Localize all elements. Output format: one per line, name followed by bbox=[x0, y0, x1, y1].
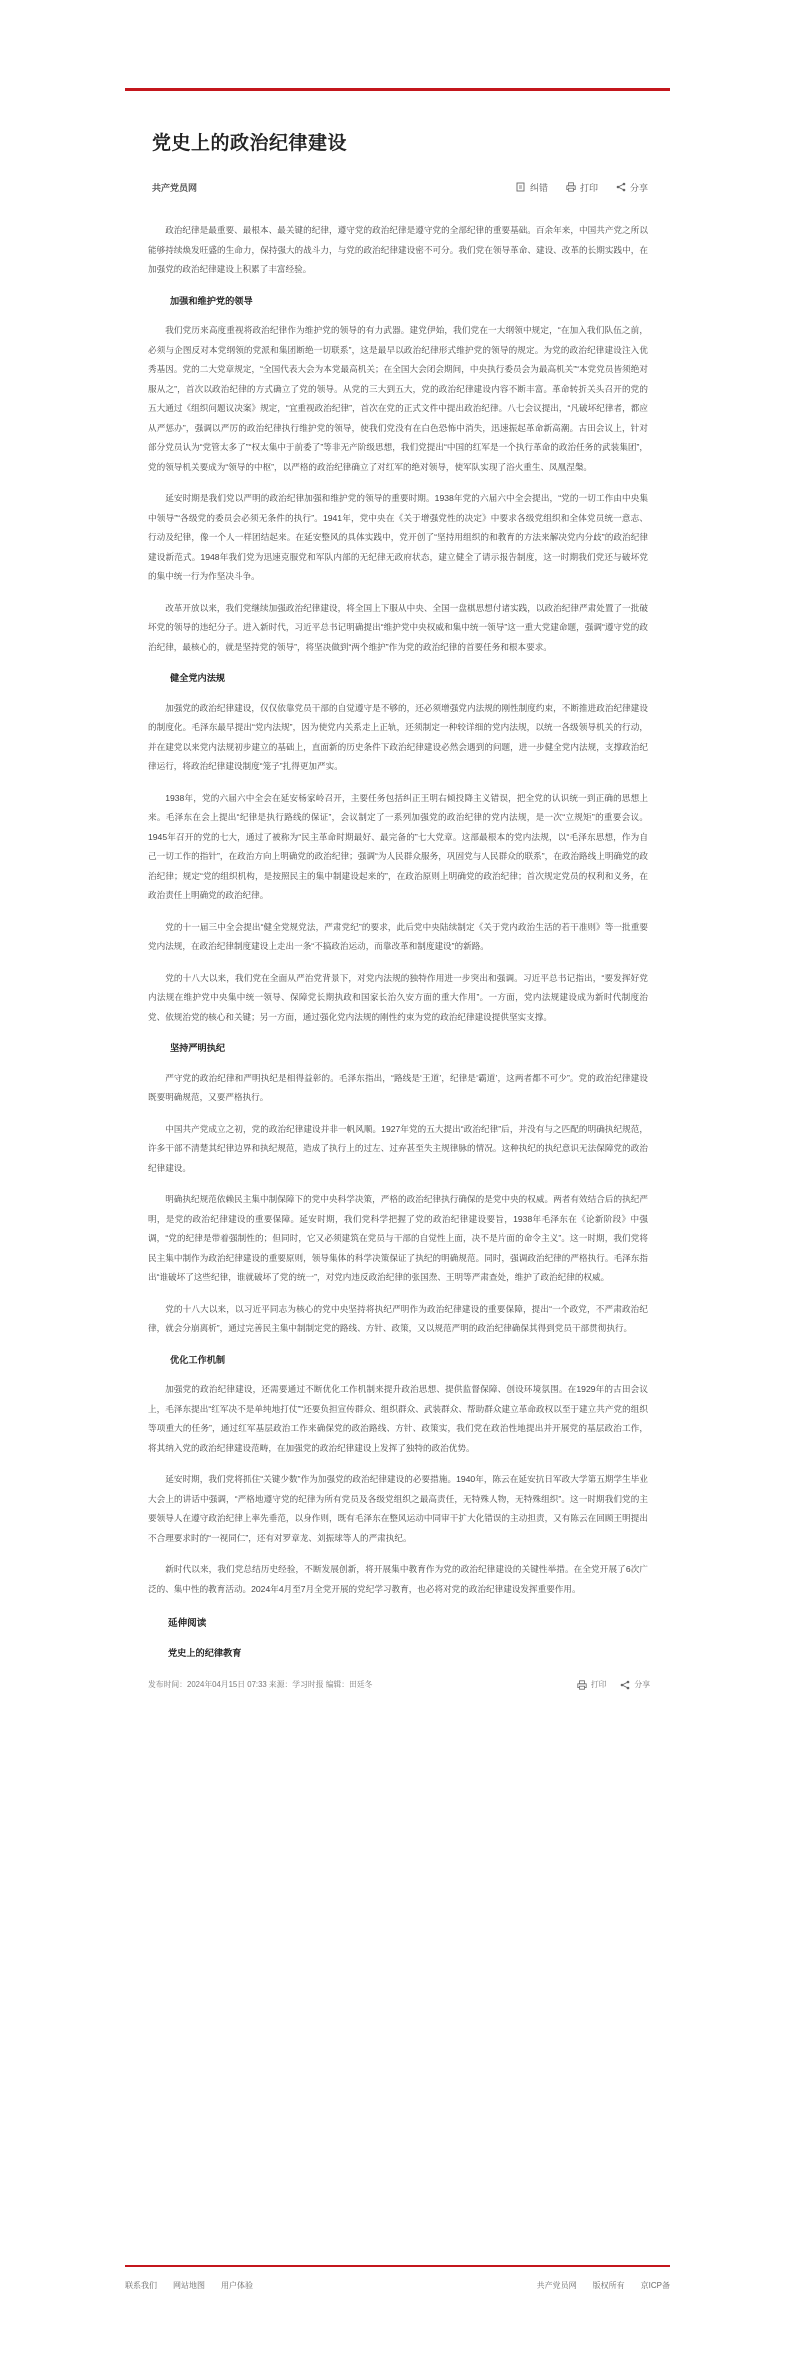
article-container bbox=[148, 96, 648, 1690]
article-paragraph: 我们党历来高度重视将政治纪律作为维护党的领导的有力武器。建党伊始，我们党在一大纲领中规定，“在加入我们队伍之前，必须与企图反对本党纲领的党派和集团断绝一切联系”，这是最早以政治纪律形式维护党的领导的规定。为党的政治纪律建设注入优秀基因。党的二大党章规定，“全国代表大会为本党最高机关；在全国大会闭会期间，中央执行委员会为最高机关”“本党党员皆须绝对服从之”，首次以政治纪律的方式确立了党的领导。从党的三大到五大，党的政治纪律建设内容不断丰富。革命转折关头召开的党的五大通过《组织问题议决案》规定，“宜重视政治纪律”，首次在党的正式文件中提出政治纪律。八七会议提出，“凡破坏纪律者，都应从严惩办”，强调以严厉的政治纪律执行维护党的领导，使我们党没有在白色恐怖中消失，迅速振起革命新高潮。古田会议上，针对部分党员认为“党管太多了”“权太集中于前委了”等非无产阶级思想，我们党提出“中国的红军是一个执行革命的政治任务的武装集团”，党的领导机关要成为“领导的中枢”，以严格的政治纪律确立了对红军的绝对领导，使军队实现了浴火重生、凤凰涅槃。 bbox=[148, 325, 648, 472]
footer-link-site[interactable]: 共产党员网 bbox=[536, 2281, 577, 2290]
footer-red-rule bbox=[125, 2265, 670, 2267]
bottom-share-label: 分享 bbox=[634, 1680, 650, 1689]
article-paragraph: 中国共产党成立之初，党的政治纪律建设并非一帆风顺。1927年党的五大提出“政治纪律”后，并没有与之匹配的明确执纪规范，许多干部不清楚其纪律边界和执纪规范，造成了执行上的过左、过弃甚至失主规律脉的情况。这种执纪的执纪意识无法保障党的政治纪律建设。 bbox=[148, 1123, 648, 1173]
footer-right-links bbox=[537, 2280, 670, 2291]
print-button[interactable] bbox=[566, 181, 598, 194]
article-paragraph: 加强党的政治纪律建设，还需要通过不断优化工作机制来提升政治思想、提供监督保障、创设环境氛围。在1929年的古田会议上，毛泽东提出“红军决不是单纯地打仗”“还要负担宣传群众、组织群众、武装群众、帮助群众建立革命政权以至于建立共产党的组织等项重大的任务”，通过红军基层政治工作来确保党的政治路线、方针、政策实，我们党在政治性地提出并开展党的基层政治工作，将其纳入党的政治纪律建设范畴，在加强党的政治纪律建设上发挥了独特的政治优势。 bbox=[148, 1384, 648, 1453]
share-label: 分享 bbox=[629, 182, 648, 193]
article-paragraph: 明确执纪规范依赖民主集中制保障下的党中央科学决策，严格的政治纪律执行确保的是党中央的权威。两者有效结合后的执纪严明，是党的政治纪律建设的重要保障。延安时期，我们党科学把握了党的政治纪律建设要旨，1938年毛泽东在《论新阶段》中强调，“党的纪律是带着强制性的；但同时，它又必须建筑在党员与干部的自觉性上面，决不是片面的命令主义”。这一时期，我们党将民主集中制作为政治纪律建设的重要原则，领导集体的科学决策保证了执纪的明确规范。同时，强调政治纪律的严格执行。毛泽东指出“谁破坏了这些纪律，谁就破坏了党的统一”，对党内违反政治纪律的张国焘、王明等严肃查处，维护了政治纪律的权威。 bbox=[148, 1194, 648, 1282]
publish-info: 发布时间：2024年04月15日 07:33 来源：学习时报 编辑：田廷冬 bbox=[148, 1680, 373, 1689]
article-paragraph: 加强党的政治纪律建设，仅仅依靠党员干部的自觉遵守是不够的，还必须增强党内法规的刚性制度约束，不断推进政治纪律建设的制度化。毛泽东最早提出“党内法规”，因为使党内关系走上正轨，还须制定一种较详细的党内法规，以统一各级领导机关的行动，并在建党以来党内法规初步建立的基础上，直面新的历史条件下政治纪律建设必然会遇到的问题，进一步健全党内法规，支撑政治纪律运行，将政治纪律建设制度“笼子”扎得更加严实。 bbox=[148, 702, 648, 771]
article-body bbox=[148, 221, 648, 1599]
article-paragraph: 改革开放以来，我们党继续加强政治纪律建设，将全国上下服从中央、全国一盘棋思想付诸实践，以政治纪律严肃处置了一批破坏党的领导的违纪分子。进入新时代，习近平总书记明确提出“维护党中央权威和集中统一领导”这一重大党建命题，强调“遵守党的政治纪律，最核心的，就是坚持党的领导”，将坚决做到“两个维护”作为党的政治纪律的首要任务和根本要求。 bbox=[148, 602, 648, 652]
printer-icon bbox=[577, 1680, 587, 1690]
article-paragraph: 1938年，党的六届六中全会在延安杨家岭召开，主要任务包括纠正王明右倾投降主义错误，把全党的认识统一到正确的思想上来。毛泽东在会上提出“纪律是执行路线的保证”，会议制定了一系列加强党的政治纪律的党内法规，是一次“立规矩”的重要会议。1945年召开的党的七大，通过了被称为“民主革命时期最好、最完备的”七大党章。这部最根本的党内法规，以“毛泽东思想，作为自己一切工作的指针”，在政治方向上明确党的政治纪律；强调“为人民群众服务，巩固党与人民群众的联系”，在政治路线上明确党的政治纪律；规定“党的组织机构，是按照民主的集中制建设起来的”，在政治原则上明确党的政治纪律；首次规定党员的权利和义务，在政治责任上明确党的政治纪律。 bbox=[148, 792, 648, 900]
related-reading-link[interactable]: 党史上的纪律教育 bbox=[168, 1648, 242, 1658]
top-red-rule bbox=[125, 88, 670, 91]
article-paragraph: 延安时期，我们党将抓住“关键少数”作为加强党的政治纪律建设的必要措施。1940年，陈云在延安抗日军政大学第五期学生毕业大会上的讲话中强调，“严格地遵守党的纪律为所有党员及各级党组织之最高责任，无特殊人物，无特殊组织”。这一时期我们党的主要领导人在遵守政治纪律上率先垂范，以身作则，既有毛泽东在整风运动中同审干扩大化错误的主动担责，又有陈云在回顾王明提出不合理要求时的“一视同仁”，还有对罗章龙、刘振球等人的严肃执纪。 bbox=[148, 1474, 648, 1543]
bottom-print-label: 打印 bbox=[590, 1680, 607, 1689]
footer-link-sitemap[interactable]: 网站地图 bbox=[173, 2281, 205, 2290]
section-heading: 优化工作机制 bbox=[170, 1354, 226, 1365]
footer-link-contact[interactable]: 联系我们 bbox=[125, 2281, 157, 2290]
article-paragraph: 党的十八大以来，以习近平同志为核心的党中央坚持将执纪严明作为政治纪律建设的重要保障，提出“一个政党，不严肃政治纪律，就会分崩离析”，通过完善民主集中制制定党的路线、方针、政策，又以规范严明的政治纪律确保其得到党员干部贯彻执行。 bbox=[148, 1303, 648, 1333]
share-icon bbox=[620, 1680, 630, 1690]
correction-button[interactable] bbox=[516, 181, 548, 194]
correction-label: 纠错 bbox=[529, 182, 548, 193]
site-footer bbox=[125, 2280, 670, 2291]
edit-icon bbox=[516, 182, 526, 192]
printer-icon bbox=[566, 182, 576, 192]
article-paragraph: 政治纪律是最重要、最根本、最关键的纪律，遵守党的政治纪律是遵守党的全部纪律的重要基础。百余年来，中国共产党之所以能够持续焕发旺盛的生命力，保持强大的战斗力，与党的政治纪律建设密不可分。我们党在领导革命、建设、改革的长期实践中，在加强党的政治纪律建设上积累了丰富经验。 bbox=[148, 225, 648, 274]
section-heading: 坚持严明执纪 bbox=[170, 1043, 226, 1053]
section-heading: 健全党内法规 bbox=[170, 673, 226, 683]
article-paragraph: 延安时期是我们党以严明的政治纪律加强和维护党的领导的重要时期。1938年党的六届六中全会提出，“党的一切工作由中央集中领导”“各级党的委员会必须无条件的执行”。1941年，党中央在《关于增强党性的决定》中要求各级党组织和全体党员统一意志、行动及纪律，像一个人一样团结起来。在延安整风的具体实践中，党开创了“坚持用组织的和教育的方法来解决党内分歧”的政治纪律建设新范式。1948年我们党为迅速克服党和军队内部的无纪律无政府状态，建立健全了请示报告制度，这一时期我们党还与破坏党的集中统一行为作坚决斗争。 bbox=[148, 493, 648, 581]
print-label: 打印 bbox=[579, 182, 598, 193]
article-source: 共产党员网 bbox=[152, 182, 198, 193]
article-title: 党史上的政治纪律建设 bbox=[152, 133, 348, 154]
article-tools bbox=[516, 181, 648, 194]
share-icon bbox=[616, 182, 626, 192]
article-paragraph: 严守党的政治纪律和严明执纪是相得益彰的。毛泽东指出，“路线是‘王道’，纪律是‘霸道’，这两者都不可少”。党的政治纪律建设既要明确规范，又要严格执行。 bbox=[148, 1072, 648, 1102]
footer-link-feedback[interactable]: 用户体验 bbox=[221, 2281, 253, 2290]
footer-left-links bbox=[125, 2280, 253, 2291]
share-button[interactable] bbox=[616, 181, 648, 194]
bottom-share-button[interactable] bbox=[620, 1679, 650, 1690]
publish-info-row bbox=[148, 1679, 648, 1690]
bottom-tools bbox=[577, 1679, 650, 1690]
article-paragraph: 新时代以来，我们党总结历史经验，不断发展创新，将开展集中教育作为党的政治纪律建设的关键性举措。在全党开展了6次广泛的、集中性的教育活动。2024年4月至7月全党开展的党纪学习教育，也必将对党的政治纪律建设发挥重要作用。 bbox=[148, 1564, 648, 1594]
article-paragraph: 党的十八大以来，我们党在全面从严治党背景下，对党内法规的独特作用进一步突出和强调。习近平总书记指出，“要发挥好党内法规在维护党中央集中统一领导、保障党长期执政和国家长治久安方面的重大作用”。一方面，党内法规建设成为新时代制度治党、依规治党的核心和关键；另一方面，通过强化党内法规的刚性约束为党的政治纪律建设提供坚实支撑。 bbox=[148, 972, 648, 1022]
article-paragraph: 党的十一届三中全会提出“健全党规党法，严肃党纪”的要求，此后党中央陆续制定《关于党内政治生活的若干准则》等一批重要党内法规，在政治纪律制度建设上走出一条“不搞政治运动，而靠改革和制度建设”的新路。 bbox=[148, 921, 648, 951]
section-heading: 加强和维护党的领导 bbox=[170, 295, 253, 306]
footer-link-icp[interactable]: 京ICP备 bbox=[640, 2281, 670, 2290]
bottom-print-button[interactable] bbox=[577, 1679, 607, 1690]
related-reading-label: 延伸阅读 bbox=[168, 1618, 207, 1629]
footer-link-copyright[interactable]: 版权所有 bbox=[592, 2281, 625, 2290]
article-meta-row bbox=[148, 179, 648, 195]
